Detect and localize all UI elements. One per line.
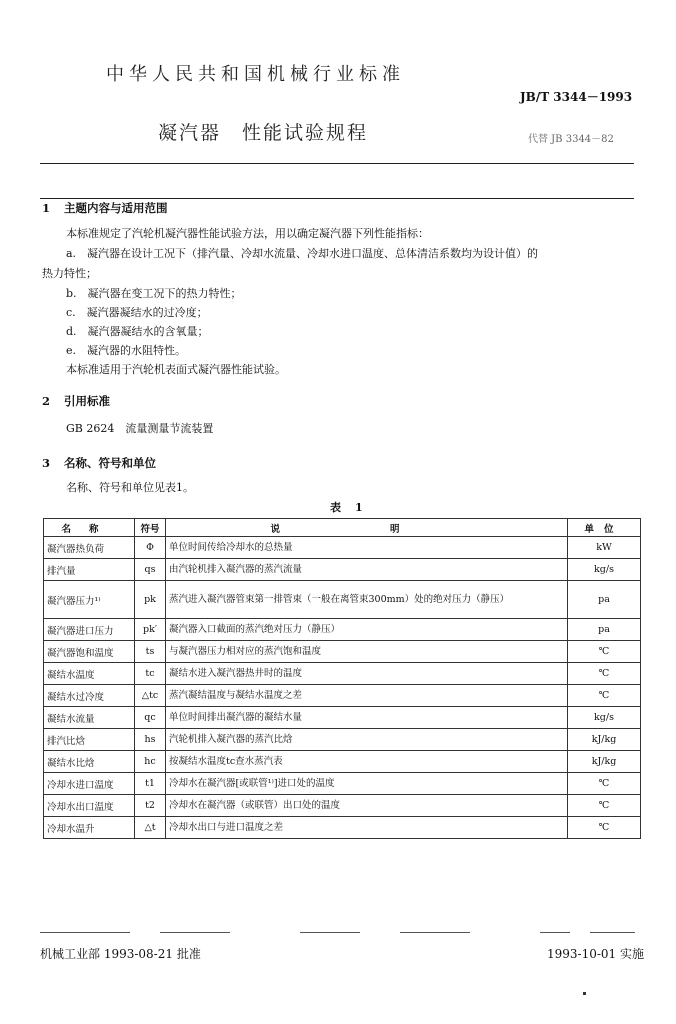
cell-description: 汽轮机排入凝汽器的蒸汽比焓	[166, 729, 568, 751]
list-item-d: d. 凝汽器凝结水的含氧量；	[66, 325, 209, 338]
section-2-heading	[42, 393, 110, 409]
cell-name: 凝汽器饱和温度	[44, 641, 135, 663]
cell-symbol: t1	[135, 773, 166, 795]
table-row	[44, 537, 641, 559]
table-row	[44, 619, 641, 641]
cell-description: 单位时间排出凝汽器的凝结水量	[166, 707, 568, 729]
cell-symbol: qc	[135, 707, 166, 729]
table-row	[44, 641, 641, 663]
list-item-a-continuation: 热力特性；	[42, 267, 97, 280]
header-symbol: 符号	[135, 519, 166, 537]
list-item-b: b. 凝汽器在变工况下的热力特性；	[66, 287, 242, 300]
reference-item: GB 2624 流量测量节流装置	[66, 422, 214, 435]
section-1-heading	[42, 200, 168, 216]
cell-description: 蒸汽进入凝汽器管束第一排管束（一般在离管束300mm）处的绝对压力（静压）	[166, 581, 568, 619]
cell-name: 冷却水出口温度	[44, 795, 135, 817]
cell-name: 冷却水温升	[44, 817, 135, 839]
cell-symbol: hc	[135, 751, 166, 773]
cell-description: 按凝结水温度tc查水蒸汽表	[166, 751, 568, 773]
cell-description: 凝结水进入凝汽器热井时的温度	[166, 663, 568, 685]
section-title: 主题内容与适用范围	[64, 201, 168, 215]
section-title: 引用标准	[64, 394, 110, 408]
table-row	[44, 559, 641, 581]
cell-unit: kg/s	[568, 559, 641, 581]
cell-unit: ℃	[568, 795, 641, 817]
table-row	[44, 817, 641, 839]
header-name: 名称	[44, 519, 135, 537]
cell-unit: ℃	[568, 685, 641, 707]
cell-unit: ℃	[568, 663, 641, 685]
replaces-code: 代替 JB 3344－82	[528, 134, 614, 145]
section-title: 名称、符号和单位	[64, 456, 156, 470]
cell-description: 凝汽器入口截面的蒸汽绝对压力（静压）	[166, 619, 568, 641]
footer-divider-fragment	[160, 932, 230, 933]
cell-description: 冷却水在凝汽器[或联管¹⁾]进口处的温度	[166, 773, 568, 795]
cell-description: 冷却水出口与进口温度之差	[166, 817, 568, 839]
table-row	[44, 751, 641, 773]
section-number: 2	[42, 394, 51, 408]
footer-divider-fragment	[540, 932, 570, 933]
header-divider-bottom	[40, 198, 634, 199]
cell-symbol: t2	[135, 795, 166, 817]
footer-divider-fragment	[300, 932, 360, 933]
approval-line: 机械工业部 1993-08-21 批准	[40, 947, 201, 961]
cell-unit: kW	[568, 537, 641, 559]
cell-unit: kg/s	[568, 707, 641, 729]
cell-description: 蒸汽凝结温度与凝结水温度之差	[166, 685, 568, 707]
cell-unit: pa	[568, 619, 641, 641]
cell-description: 单位时间传给冷却水的总热量	[166, 537, 568, 559]
document-title: 凝汽器 性能试验规程	[158, 122, 369, 144]
cell-unit: kJ/kg	[568, 729, 641, 751]
standard-series-title: 中华人民共和国机械行业标准	[106, 64, 405, 85]
footer-divider-fragment	[40, 932, 130, 933]
cell-symbol: Φ	[135, 537, 166, 559]
cell-name: 冷却水进口温度	[44, 773, 135, 795]
section-number: 3	[42, 456, 51, 470]
cell-name: 凝汽器压力¹⁾	[44, 581, 135, 619]
section-number: 1	[42, 201, 51, 215]
cell-name: 凝结水过冷度	[44, 685, 135, 707]
cell-symbol: pk	[135, 581, 166, 619]
header-unit: 单位	[568, 519, 641, 537]
table-row	[44, 685, 641, 707]
cell-unit: pa	[568, 581, 641, 619]
list-item-e: e. 凝汽器的水阻特性。	[66, 344, 187, 357]
cell-description: 与凝汽器压力相对应的蒸汽饱和温度	[166, 641, 568, 663]
table-row	[44, 663, 641, 685]
list-item-a: a. 凝汽器在设计工况下（排汽量、冷却水流量、冷却水进口温度、总体清洁系数均为设计值）的	[66, 247, 539, 260]
cell-name: 凝汽器热负荷	[44, 537, 135, 559]
paragraph: 本标准适用于汽轮机表面式凝汽器性能试验。	[66, 363, 286, 376]
cell-symbol: △tc	[135, 685, 166, 707]
cell-name: 凝结水比焓	[44, 751, 135, 773]
cell-name: 凝汽器进口压力	[44, 619, 135, 641]
paragraph: 名称、符号和单位见表1。	[66, 481, 194, 494]
table-row	[44, 795, 641, 817]
footer-divider-fragment	[590, 932, 635, 933]
scan-speck	[583, 992, 586, 995]
cell-symbol: qs	[135, 559, 166, 581]
table-header-row	[44, 519, 641, 537]
cell-description: 由汽轮机排入凝汽器的蒸汽流量	[166, 559, 568, 581]
table-row	[44, 581, 641, 619]
table-caption: 表1	[330, 501, 377, 514]
cell-name: 凝结水流量	[44, 707, 135, 729]
cell-unit: ℃	[568, 641, 641, 663]
cell-symbol: △t	[135, 817, 166, 839]
cell-unit: kJ/kg	[568, 751, 641, 773]
implementation-line: 1993-10-01 实施	[547, 947, 645, 961]
cell-symbol: pk′	[135, 619, 166, 641]
paragraph: 本标准规定了汽轮机凝汽器性能试验方法，用以确定凝汽器下列性能指标：	[66, 227, 429, 240]
section-3-heading	[42, 455, 156, 471]
table-row	[44, 773, 641, 795]
table-row	[44, 707, 641, 729]
list-item-c: c. 凝汽器凝结水的过冷度；	[66, 306, 208, 319]
cell-name: 排汽量	[44, 559, 135, 581]
symbols-table	[43, 518, 641, 839]
footer-divider-fragment	[400, 932, 470, 933]
table-row	[44, 729, 641, 751]
cell-name: 凝结水温度	[44, 663, 135, 685]
cell-symbol: tc	[135, 663, 166, 685]
cell-symbol: ts	[135, 641, 166, 663]
standard-code: JB/T 3344－1993	[520, 90, 633, 104]
cell-symbol: hs	[135, 729, 166, 751]
cell-unit: ℃	[568, 773, 641, 795]
header-description: 说明	[166, 519, 568, 537]
cell-unit: ℃	[568, 817, 641, 839]
cell-description: 冷却水在凝汽器（或联管）出口处的温度	[166, 795, 568, 817]
cell-name: 排汽比焓	[44, 729, 135, 751]
header-divider-top	[40, 163, 634, 164]
